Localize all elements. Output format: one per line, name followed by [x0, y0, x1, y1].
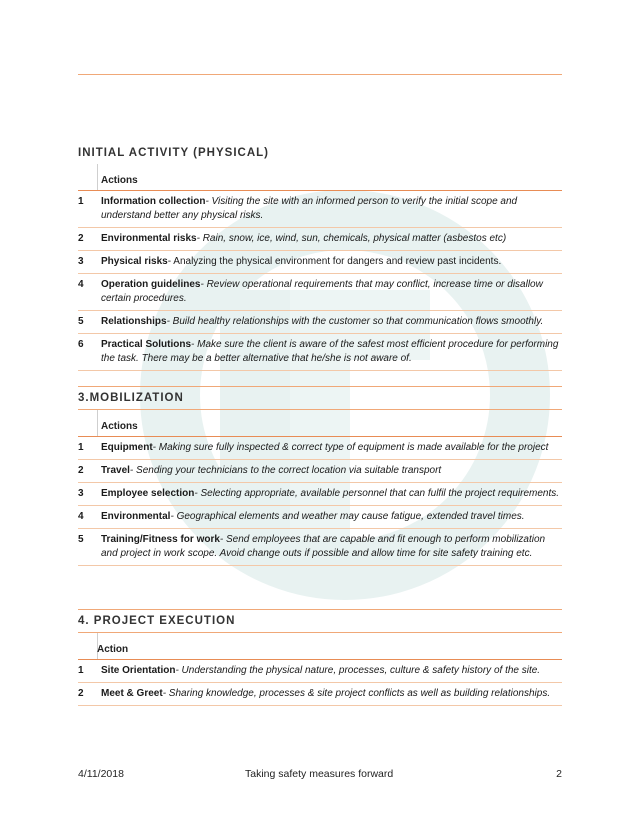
section-title: 4. PROJECT EXECUTION	[78, 609, 562, 633]
action-row	[78, 334, 562, 371]
section-title: 3.MOBILIZATION	[78, 386, 562, 410]
action-row	[78, 660, 562, 683]
action-list	[78, 191, 562, 371]
row-term: Meet & Greet	[101, 688, 163, 699]
row-number: 1	[78, 442, 84, 453]
action-row	[78, 437, 562, 460]
action-row	[78, 274, 562, 311]
row-number: 2	[78, 688, 84, 699]
row-term: Physical risks	[101, 256, 168, 267]
row-term: Relationships	[101, 316, 167, 327]
row-description: - Visiting the site with an informed person to verify the initial scope and understand better any physical risks.	[101, 196, 518, 221]
row-term: Travel	[101, 465, 130, 476]
row-number: 2	[78, 465, 84, 476]
row-description: - Understanding the physical nature, processes, culture & safety history of the site.	[175, 665, 541, 676]
row-term: Practical Solutions	[101, 339, 192, 350]
row-description: - Sharing knowledge, processes & site project conflicts as well as building relationships.	[162, 688, 551, 699]
row-description: - Build healthy relationships with the customer so that communication flows smoothly.	[166, 316, 544, 327]
actions-label: Actions	[101, 421, 138, 432]
column-divider	[97, 410, 98, 436]
header-rule	[78, 74, 562, 75]
footer-tagline: Taking safety measures forward	[245, 768, 394, 780]
row-description: - Rain, snow, ice, wind, sun, chemicals, physical matter (asbestos etc)	[196, 233, 507, 244]
footer-date: 4/11/2018	[78, 768, 124, 780]
row-number: 1	[78, 196, 84, 207]
row-term: Operation guidelines	[101, 279, 201, 290]
row-description: - Review operational requirements that may conflict, increase time or disallow certain procedures.	[101, 279, 543, 304]
row-term: Equipment	[101, 442, 153, 453]
row-number: 5	[78, 534, 84, 545]
action-row	[78, 311, 562, 334]
action-row	[78, 683, 562, 706]
column-divider	[97, 164, 98, 190]
row-term: Training/Fitness for work	[101, 534, 220, 545]
action-list	[78, 437, 562, 566]
row-description: - Send employees that are capable and fit enough to perform mobilization and project in work scope. Avoid change outs if possible and allow time for site safety training etc.	[101, 534, 546, 559]
row-term: Environmental risks	[101, 233, 197, 244]
row-term: Employee selection	[101, 488, 195, 499]
row-number: 5	[78, 316, 84, 327]
row-term: Information collection	[101, 196, 206, 207]
actions-header	[78, 164, 562, 191]
action-row	[78, 483, 562, 506]
row-number: 6	[78, 339, 84, 350]
actions-label: Actions	[101, 175, 138, 186]
row-description: - Selecting appropriate, available personnel that can fulfil the project requirements.	[194, 488, 560, 499]
row-number: 3	[78, 488, 84, 499]
actions-label: Action	[97, 644, 129, 655]
action-row	[78, 460, 562, 483]
section-mobilization	[78, 386, 562, 566]
action-row	[78, 228, 562, 251]
section-title: INITIAL ACTIVITY (PHYSICAL)	[78, 147, 269, 159]
row-number: 2	[78, 233, 84, 244]
action-row	[78, 506, 562, 529]
row-description: - Making sure fully inspected & correct type of equipment is made available for the project	[152, 442, 549, 453]
row-description: - Geographical elements and weather may cause fatigue, extended travel times.	[170, 511, 525, 522]
row-number: 3	[78, 256, 84, 267]
actions-header	[78, 410, 562, 437]
action-row	[78, 251, 562, 274]
section-project-execution	[78, 609, 562, 706]
row-number: 4	[78, 511, 84, 522]
row-description: - Make sure the client is aware of the safest most efficient procedure for performing the task. There may be a better alternative that he/she is not aware of.	[101, 339, 559, 364]
page-number: 2	[556, 768, 562, 780]
row-number: 1	[78, 665, 84, 676]
action-row	[78, 529, 562, 566]
section-initial-activity	[78, 142, 562, 371]
actions-header	[78, 633, 562, 660]
row-term: Environmental	[101, 511, 171, 522]
action-list	[78, 660, 562, 706]
row-description: - Analyzing the physical environment for dangers and review past incidents.	[167, 256, 502, 267]
row-description: - Sending your technicians to the correct location via suitable transport	[129, 465, 442, 476]
action-row	[78, 191, 562, 228]
row-term: Site Orientation	[101, 665, 176, 676]
row-number: 4	[78, 279, 84, 290]
